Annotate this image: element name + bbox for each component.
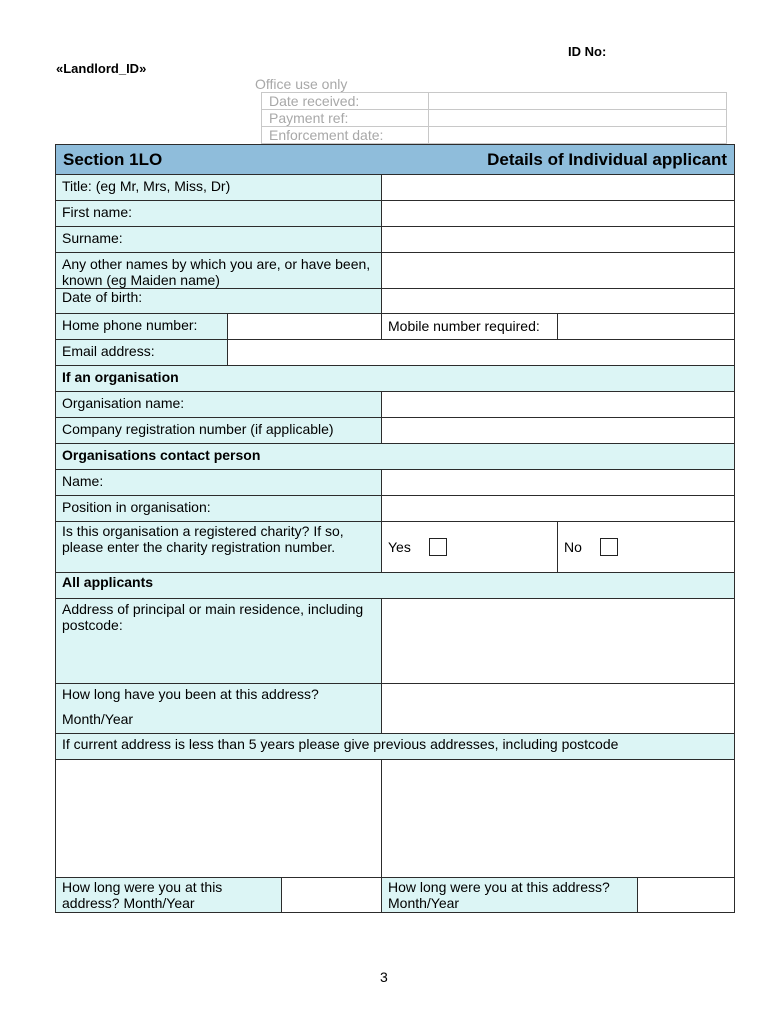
organisation-heading: If an organisation [56, 366, 735, 392]
page-number: 3 [380, 969, 388, 985]
other-names-label: Any other names by which you are, or have been, known (eg Maiden name) [56, 253, 382, 289]
date-received-value[interactable] [429, 93, 727, 110]
payment-ref-label: Payment ref: [262, 110, 429, 127]
address-input[interactable] [382, 599, 735, 684]
dob-input[interactable] [382, 289, 735, 314]
office-use-block [255, 76, 727, 143]
surname-label: Surname: [56, 227, 382, 253]
organisation-name-label: Organisation name: [56, 392, 382, 418]
email-input[interactable] [228, 340, 735, 366]
office-use-title: Office use only [255, 76, 348, 92]
first-name-label: First name: [56, 201, 382, 227]
mobile-input[interactable] [558, 314, 735, 340]
how-long-input[interactable] [382, 684, 735, 734]
company-reg-input[interactable] [382, 418, 735, 444]
previous-address-2-input[interactable] [382, 760, 735, 878]
payment-ref-value[interactable] [429, 110, 727, 127]
dob-label: Date of birth: [56, 289, 382, 314]
prev-duration-1-label: How long were you at this address? Month/Year [56, 878, 282, 913]
charity-no-cell [558, 522, 735, 573]
landlord-id-field: «Landlord_ID» [56, 61, 147, 76]
how-long-cell [56, 684, 382, 734]
prev-duration-2-input[interactable] [638, 878, 735, 913]
address-label: Address of principal or main residence, including postcode: [56, 599, 382, 684]
office-use-table [261, 92, 727, 144]
previous-addresses-label: If current address is less than 5 years please give previous addresses, including postcode [56, 734, 735, 760]
company-reg-label: Company registration number (if applicable) [56, 418, 382, 444]
charity-question-label: Is this organisation a registered charity? If so, please enter the charity registration number. [56, 522, 382, 573]
charity-yes-label: Yes [388, 539, 411, 555]
date-received-label: Date received: [262, 93, 429, 110]
contact-name-label: Name: [56, 470, 382, 496]
enforcement-date-value[interactable] [429, 127, 727, 144]
organisation-name-input[interactable] [382, 392, 735, 418]
charity-no-checkbox[interactable] [600, 538, 618, 556]
month-year-label: Month/Year [62, 711, 134, 727]
applicant-form [55, 144, 735, 913]
enforcement-date-label: Enforcement date: [262, 127, 429, 144]
surname-input[interactable] [382, 227, 735, 253]
charity-no-label: No [564, 539, 582, 555]
charity-yes-cell [382, 522, 558, 573]
all-applicants-heading: All applicants [56, 573, 735, 599]
contact-name-input[interactable] [382, 470, 735, 496]
section-title: Section 1LO [63, 149, 163, 169]
email-label: Email address: [56, 340, 228, 366]
title-label: Title: (eg Mr, Mrs, Miss, Dr) [56, 175, 382, 201]
section-header [56, 145, 735, 175]
other-names-input[interactable] [382, 253, 735, 289]
prev-duration-1-input[interactable] [282, 878, 382, 913]
mobile-label: Mobile number required: [382, 314, 558, 340]
prev-duration-2-label: How long were you at this address? Month/Year [382, 878, 638, 913]
charity-yes-checkbox[interactable] [429, 538, 447, 556]
id-no-label: ID No: [568, 44, 607, 59]
first-name-input[interactable] [382, 201, 735, 227]
contact-person-heading: Organisations contact person [56, 444, 735, 470]
previous-address-1-input[interactable] [56, 760, 382, 878]
home-phone-label: Home phone number: [56, 314, 228, 340]
section-subtitle: Details of Individual applicant [487, 149, 728, 169]
position-label: Position in organisation: [56, 496, 382, 522]
position-input[interactable] [382, 496, 735, 522]
home-phone-input[interactable] [228, 314, 382, 340]
how-long-label: How long have you been at this address? [62, 686, 319, 702]
title-input[interactable] [382, 175, 735, 201]
